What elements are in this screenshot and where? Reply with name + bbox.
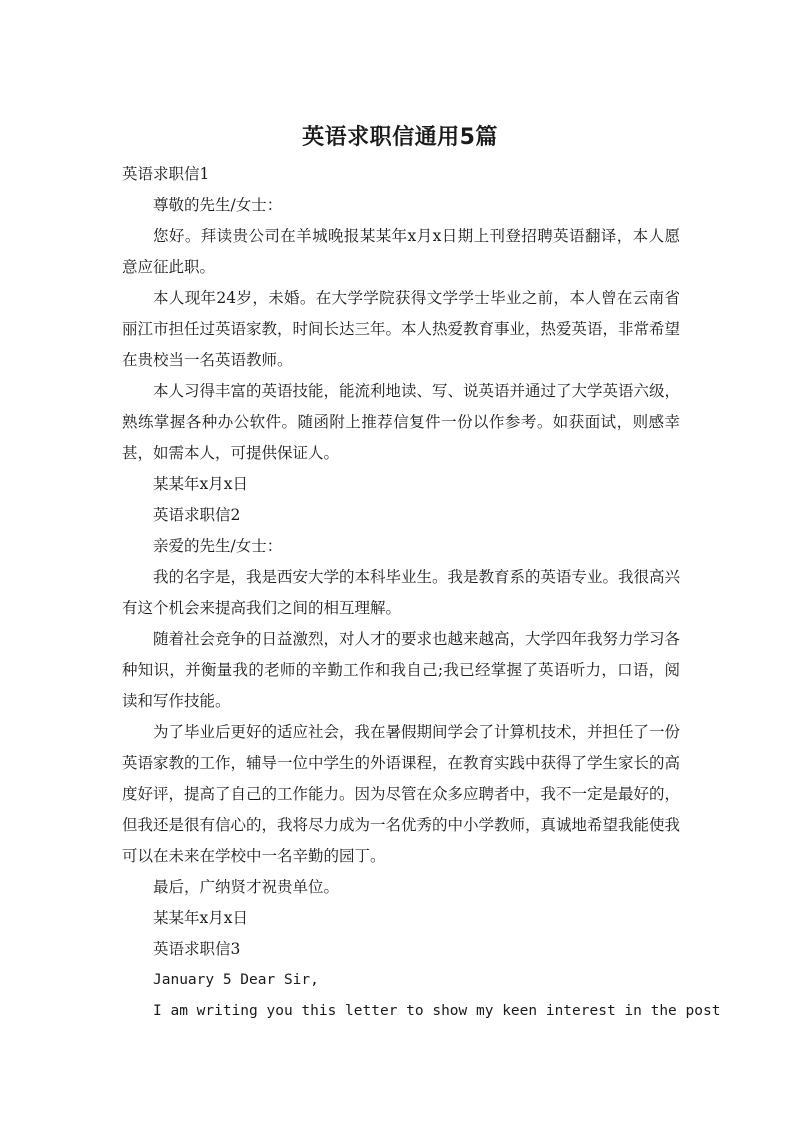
document-title: 英语求职信通用5篇: [302, 125, 498, 150]
salutation: 亲爱的先生/女士：: [153, 537, 283, 555]
letter-date: 某某年x月x日: [153, 475, 248, 493]
closing-line: 最后，广纳贤才祝贵单位。: [153, 878, 340, 896]
body-paragraph: 随着社会竞争的日益激烈，对人才的要求也越来越高，大学四年我努力学习各种知识，并衡量我的老师的辛勤工作和我自己;我已经掌握了英语听力，口语，阅读和写作技能。: [122, 630, 681, 710]
body-paragraph: 本人习得丰富的英语技能，能流利地读、写、说英语并通过了大学英语六级，熟练掌握各种办公软件。随函附上推荐信复件一份以作参考。如获面试，则感幸甚，如需本人，可提供保证人。: [122, 382, 681, 462]
letter-date: 某某年x月x日: [153, 909, 248, 927]
body-paragraph: 您好。拜读贵公司在羊城晚报某某年x月x日期上刊登招聘英语翻译，本人愿意应征此职。: [122, 227, 680, 276]
body-paragraph: 本人现年24岁，未婚。在大学学院获得文学学士毕业之前，本人曾在云南省丽江市担任过英语家教，时间长达三年。本人热爱教育事业，热爱英语，非常希望在贵校当一名英语教师。: [122, 289, 681, 369]
document-body: [122, 159, 721, 1027]
english-salutation: January 5 Dear Sir,: [153, 972, 319, 988]
english-body-line: I am writing you this letter to show my keen interest in the post: [153, 1003, 721, 1019]
body-paragraph: 为了毕业后更好的适应社会，我在暑假期间学会了计算机技术，并担任了一份英语家教的工作，辅导一位中学生的外语课程，在教育实践中获得了学生家长的高度好评，提高了自己的工作能力。因为尽管在众多应聘者中，我不一定是最好的，但我还是很有信心的，我将尽力成为一名优秀的中小学教师，真诚地希望我能使我可以在未来在学校中一名辛勤的园丁。: [122, 723, 681, 865]
letter-heading-3: 英语求职信3: [153, 940, 241, 958]
salutation: 尊敬的先生/女士：: [153, 196, 283, 214]
letter-heading-1: 英语求职信1: [122, 165, 210, 183]
letter-heading-2: 英语求职信2: [153, 506, 241, 524]
body-paragraph: 我的名字是，我是西安大学的本科毕业生。我是教育系的英语专业。我很高兴有这个机会来提高我们之间的相互理解。: [122, 568, 681, 617]
